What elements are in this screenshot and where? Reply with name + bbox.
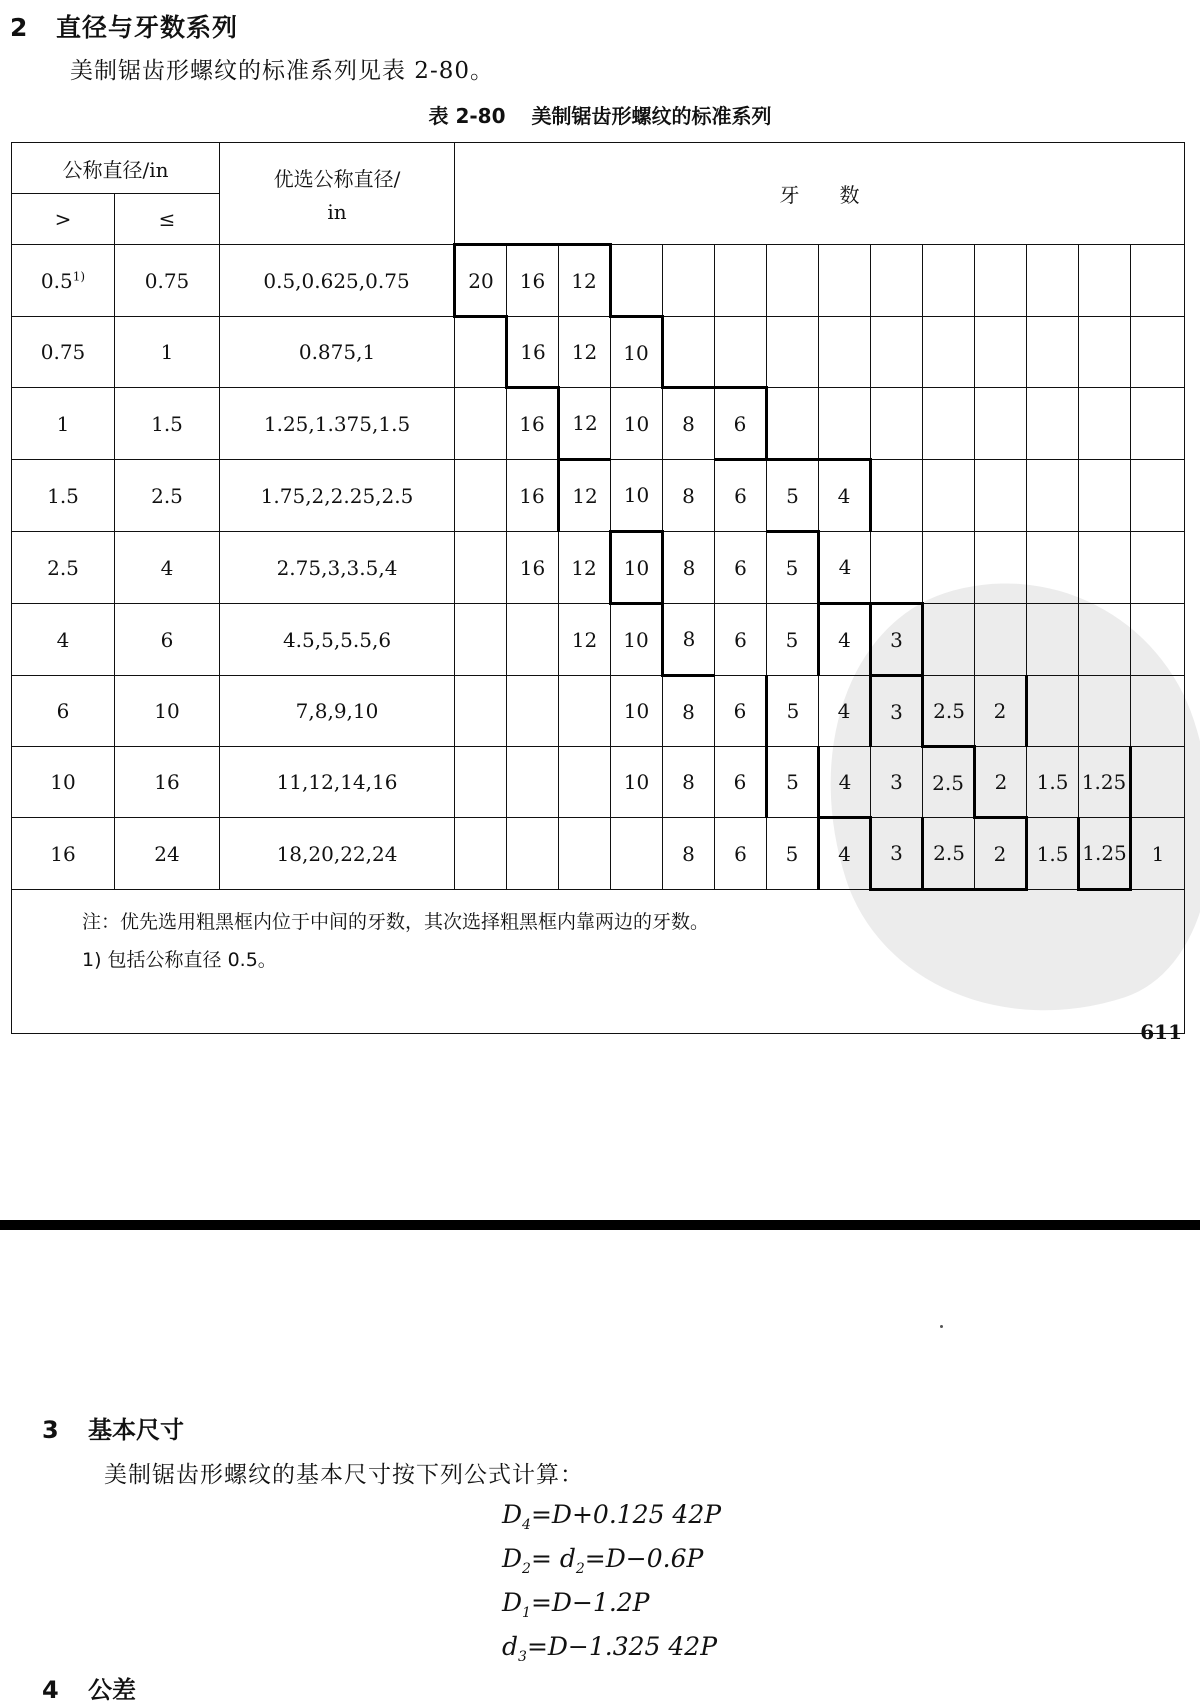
table-row: 0.5$^{1)}$ 0.75 0.5,0.625,0.75 20 16 12 [12,245,1185,317]
table-notes: 注：优先选用粗黑框内位于中间的牙数，其次选择粗黑框内靠两边的牙数。 1) 包括公称直径 0.5。 [12,890,1185,1034]
table-row: 10 16 11,12,14,16 10 8 6 5 4 3 2.5 2 1.5 1.25 [12,747,1185,818]
formula-d3: $d_3=D-1.325$ 42P [502,1632,718,1665]
standard-series-table [11,142,1185,1034]
formula-d2: $D_2= d_2=D-0.6P$ [502,1544,704,1577]
table-row: 0.75 1 0.875,1 16 12 10 [12,317,1185,388]
table-row: 2.5 4 2.75,3,3.5,4 16 12 10 8 6 5 4 [12,532,1185,604]
scan-speck [940,1325,943,1328]
table-caption: 表 2-80 美制锯齿形螺纹的标准系列 [428,104,772,128]
section-3-heading: 3 基本尺寸 [42,1416,184,1444]
table-row: 4 6 4.5,5,5.5,6 12 10 8 6 5 4 3 [12,604,1185,676]
header-threads: 牙 数 [455,143,1185,245]
section-4-heading: 4 公差 [42,1676,136,1704]
formula-d4: $D_4=D+0.125$ 42P [502,1500,722,1533]
table-row: 1 1.5 1.25,1.375,1.5 16 12 10 8 6 [12,388,1185,460]
formula-d1: $D_1=D-1.2P$ [502,1588,650,1621]
header-nominal-diameter: 公称直径/in [12,143,220,194]
table-row: 6 10 7,8,9,10 10 8 6 5 4 3 2.5 2 [12,676,1185,747]
section-2-intro: 美制锯齿形螺纹的标准系列见表 2-80。 [70,58,494,84]
table-row: 16 24 18,20,22,24 8 6 5 4 3 2.5 2 1.5 1.25 1 [12,818,1185,890]
header-greater-than: > [12,194,115,245]
header-less-equal: ≤ [115,194,220,245]
table-row: 1.5 2.5 1.75,2,2.25,2.5 16 12 10 8 6 5 4 [12,460,1185,532]
header-preferred-diameter: 优选公称直径/ in [220,143,455,245]
page-divider [0,1220,1200,1230]
section-2-heading: 2 直径与牙数系列 [10,13,239,42]
section-3-intro: 美制锯齿形螺纹的基本尺寸按下列公式计算： [104,1462,584,1488]
page-number: 611 [1140,1020,1182,1044]
